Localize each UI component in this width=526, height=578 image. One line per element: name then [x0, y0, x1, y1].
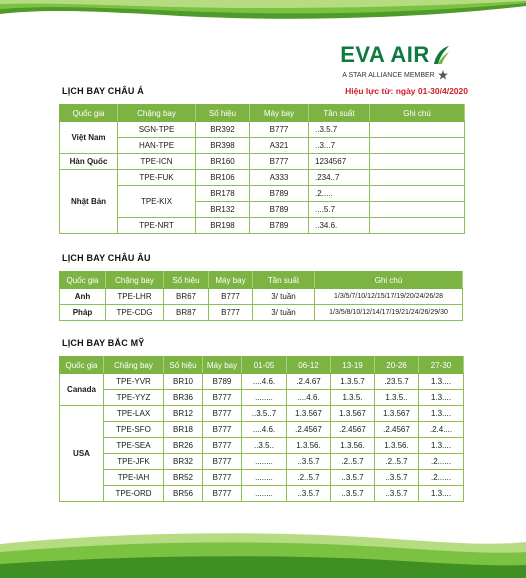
column-header: 06-12: [287, 357, 331, 374]
alliance-line: [320, 70, 470, 80]
note-cell: [370, 138, 465, 154]
america-header-row: [60, 357, 464, 374]
table-row: [60, 374, 464, 390]
validity-period: Hiệu lực từ: ngày 01-30/4/2020: [345, 86, 468, 96]
column-header: Ghi chú: [370, 105, 465, 122]
period-frequency-cell: 1.3.56.: [287, 438, 331, 454]
asia-header-row: [60, 105, 465, 122]
frequency-cell: ..34.6.: [309, 218, 370, 234]
period-frequency-cell: 1.3.567: [287, 406, 331, 422]
period-frequency-cell: .2.4567: [331, 422, 375, 438]
column-header: Quốc gia: [60, 105, 118, 122]
europe-schedule-table: [59, 271, 463, 321]
note-cell: [370, 154, 465, 170]
table-row: [60, 438, 464, 454]
aircraft-cell: B777: [203, 406, 242, 422]
note-cell: [370, 218, 465, 234]
period-frequency-cell: 1.3....: [419, 390, 464, 406]
alliance-tagline: A STAR ALLIANCE MEMBER: [342, 71, 435, 79]
period-frequency-cell: .2..5.7: [287, 470, 331, 486]
aircraft-cell: B789: [250, 186, 309, 202]
note-cell: 1/3/5/7/10/12/15/17/19/20/24/26/28: [315, 289, 463, 305]
table-row: [60, 218, 465, 234]
period-frequency-cell: ..3.5.7: [375, 486, 419, 502]
period-frequency-cell: 1.3....: [419, 438, 464, 454]
america-section-title: LỊCH BAY BẮC MỸ: [62, 338, 145, 348]
period-frequency-cell: .2..5.7: [331, 454, 375, 470]
route-cell: TPE-ICN: [118, 154, 196, 170]
period-frequency-cell: .2.4567: [287, 422, 331, 438]
country-cell: USA: [60, 406, 104, 502]
route-cell: TPE-CDG: [106, 305, 164, 321]
table-row: [60, 470, 464, 486]
aircraft-cell: B777: [209, 289, 253, 305]
table-row: [60, 454, 464, 470]
aircraft-cell: B789: [203, 374, 242, 390]
flight-number-cell: BR52: [164, 470, 203, 486]
period-frequency-cell: 1.3.5.7: [331, 374, 375, 390]
flight-number-cell: BR398: [196, 138, 250, 154]
aircraft-cell: B777: [203, 422, 242, 438]
frequency-cell: 3/ tuần: [253, 305, 315, 321]
period-frequency-cell: ........: [242, 470, 287, 486]
eva-air-logo: [320, 42, 470, 80]
aircraft-cell: B777: [250, 122, 309, 138]
flight-number-cell: BR36: [164, 390, 203, 406]
period-frequency-cell: 1.3.567: [331, 406, 375, 422]
aircraft-cell: B777: [203, 438, 242, 454]
route-cell: TPE-IAH: [104, 470, 164, 486]
bottom-decor-band: [0, 530, 526, 578]
country-cell: Canada: [60, 374, 104, 406]
period-frequency-cell: ........: [242, 486, 287, 502]
asia-schedule-table: [59, 104, 465, 234]
country-cell: Hàn Quốc: [60, 154, 118, 170]
column-header: Máy bay: [203, 357, 242, 374]
column-header: Số hiệu: [196, 105, 250, 122]
aircraft-cell: B777: [250, 154, 309, 170]
flight-number-cell: BR18: [164, 422, 203, 438]
column-header: Số hiệu: [164, 272, 209, 289]
period-frequency-cell: ....4.6.: [287, 390, 331, 406]
america-schedule-table: [59, 356, 464, 502]
country-cell: Nhật Bản: [60, 170, 118, 234]
frequency-cell: ....5.7: [309, 202, 370, 218]
flight-number-cell: BR178: [196, 186, 250, 202]
europe-header-row: [60, 272, 463, 289]
flight-number-cell: BR87: [164, 305, 209, 321]
route-cell: TPE-YVR: [104, 374, 164, 390]
note-cell: 1/3/5/8/10/12/14/17/19/21/24/26/29/30: [315, 305, 463, 321]
europe-section-title: LỊCH BAY CHÂU ÂU: [62, 253, 151, 263]
frequency-cell: .234..7: [309, 170, 370, 186]
flight-number-cell: BR160: [196, 154, 250, 170]
aircraft-cell: B777: [209, 305, 253, 321]
period-frequency-cell: .23.5.7: [375, 374, 419, 390]
period-frequency-cell: ..3.5..7: [242, 406, 287, 422]
flight-number-cell: BR198: [196, 218, 250, 234]
aircraft-cell: B789: [250, 218, 309, 234]
period-frequency-cell: ..3.5.7: [331, 486, 375, 502]
column-header: Số hiệu: [164, 357, 203, 374]
table-row: [60, 122, 465, 138]
period-frequency-cell: .2......: [419, 454, 464, 470]
column-header: Ghi chú: [315, 272, 463, 289]
route-cell: TPE-YYZ: [104, 390, 164, 406]
table-row: [60, 486, 464, 502]
period-frequency-cell: ..3.5.7: [331, 470, 375, 486]
frequency-cell: ..3...7: [309, 138, 370, 154]
country-cell: Anh: [60, 289, 106, 305]
frequency-cell: ..3.5.7: [309, 122, 370, 138]
aircraft-cell: B777: [203, 454, 242, 470]
table-row: [60, 289, 463, 305]
period-frequency-cell: 1.3.5.: [331, 390, 375, 406]
column-header: Máy bay: [209, 272, 253, 289]
aircraft-cell: B777: [203, 390, 242, 406]
top-decor-band: [0, 0, 526, 22]
route-cell: TPE-SEA: [104, 438, 164, 454]
country-cell: Việt Nam: [60, 122, 118, 154]
period-frequency-cell: .2......: [419, 470, 464, 486]
asia-section-title: LỊCH BAY CHÂU Á: [62, 86, 145, 96]
flight-number-cell: BR106: [196, 170, 250, 186]
column-header: 27-30: [419, 357, 464, 374]
period-frequency-cell: ..3.5.7: [287, 486, 331, 502]
column-header: Quốc gia: [60, 272, 106, 289]
period-frequency-cell: .2.4....: [419, 422, 464, 438]
period-frequency-cell: 1.3....: [419, 406, 464, 422]
table-row: [60, 154, 465, 170]
country-cell: Pháp: [60, 305, 106, 321]
column-header: Chặng bay: [106, 272, 164, 289]
flight-number-cell: BR10: [164, 374, 203, 390]
period-frequency-cell: .2..5.7: [375, 454, 419, 470]
route-cell: SGN-TPE: [118, 122, 196, 138]
route-cell: TPE-FUK: [118, 170, 196, 186]
flight-number-cell: BR26: [164, 438, 203, 454]
period-frequency-cell: 1.3....: [419, 374, 464, 390]
table-row: [60, 422, 464, 438]
aircraft-cell: A321: [250, 138, 309, 154]
column-header: 20-26: [375, 357, 419, 374]
table-row: [60, 305, 463, 321]
route-cell: TPE-ORD: [104, 486, 164, 502]
period-frequency-cell: ..3.5.7: [287, 454, 331, 470]
flight-number-cell: BR67: [164, 289, 209, 305]
column-header: 13-19: [331, 357, 375, 374]
flight-number-cell: BR12: [164, 406, 203, 422]
aircraft-cell: B777: [203, 486, 242, 502]
aircraft-cell: A333: [250, 170, 309, 186]
column-header: Chặng bay: [104, 357, 164, 374]
period-frequency-cell: 1.3.5..: [375, 390, 419, 406]
column-header: Máy bay: [250, 105, 309, 122]
column-header: 01-05: [242, 357, 287, 374]
frequency-cell: 1234567: [309, 154, 370, 170]
period-frequency-cell: ..3.5.7: [375, 470, 419, 486]
frequency-cell: 3/ tuần: [253, 289, 315, 305]
period-frequency-cell: 1.3.567: [375, 406, 419, 422]
table-row: [60, 138, 465, 154]
column-header: Tần suất: [253, 272, 315, 289]
route-cell: TPE-NRT: [118, 218, 196, 234]
period-frequency-cell: ........: [242, 454, 287, 470]
flight-number-cell: BR392: [196, 122, 250, 138]
table-row: [60, 406, 464, 422]
route-cell: TPE-KIX: [118, 186, 196, 218]
period-frequency-cell: ........: [242, 390, 287, 406]
table-row: [60, 390, 464, 406]
column-header: Tần suất: [309, 105, 370, 122]
flight-number-cell: BR132: [196, 202, 250, 218]
note-cell: [370, 186, 465, 202]
flight-number-cell: BR56: [164, 486, 203, 502]
route-cell: TPE-JFK: [104, 454, 164, 470]
period-frequency-cell: ..3.5..: [242, 438, 287, 454]
route-cell: TPE-SFO: [104, 422, 164, 438]
star-alliance-icon: [438, 70, 448, 80]
period-frequency-cell: 1.3.56.: [375, 438, 419, 454]
flight-number-cell: BR32: [164, 454, 203, 470]
period-frequency-cell: ....4.6.: [242, 374, 287, 390]
table-row: [60, 186, 465, 202]
logo-wordmark: EVA AIR: [340, 42, 430, 67]
note-cell: [370, 122, 465, 138]
period-frequency-cell: ....4.6.: [242, 422, 287, 438]
route-cell: TPE-LAX: [104, 406, 164, 422]
aircraft-cell: B789: [250, 202, 309, 218]
column-header: Quốc gia: [60, 357, 104, 374]
frequency-cell: .2.....: [309, 186, 370, 202]
period-frequency-cell: .2.4.67: [287, 374, 331, 390]
column-header: Chặng bay: [118, 105, 196, 122]
period-frequency-cell: 1.3....: [419, 486, 464, 502]
aircraft-cell: B777: [203, 470, 242, 486]
note-cell: [370, 202, 465, 218]
note-cell: [370, 170, 465, 186]
leaf-emblem-icon: [432, 45, 450, 65]
period-frequency-cell: .2.4567: [375, 422, 419, 438]
period-frequency-cell: 1.3.56.: [331, 438, 375, 454]
route-cell: TPE-LHR: [106, 289, 164, 305]
route-cell: HAN-TPE: [118, 138, 196, 154]
table-row: [60, 170, 465, 186]
